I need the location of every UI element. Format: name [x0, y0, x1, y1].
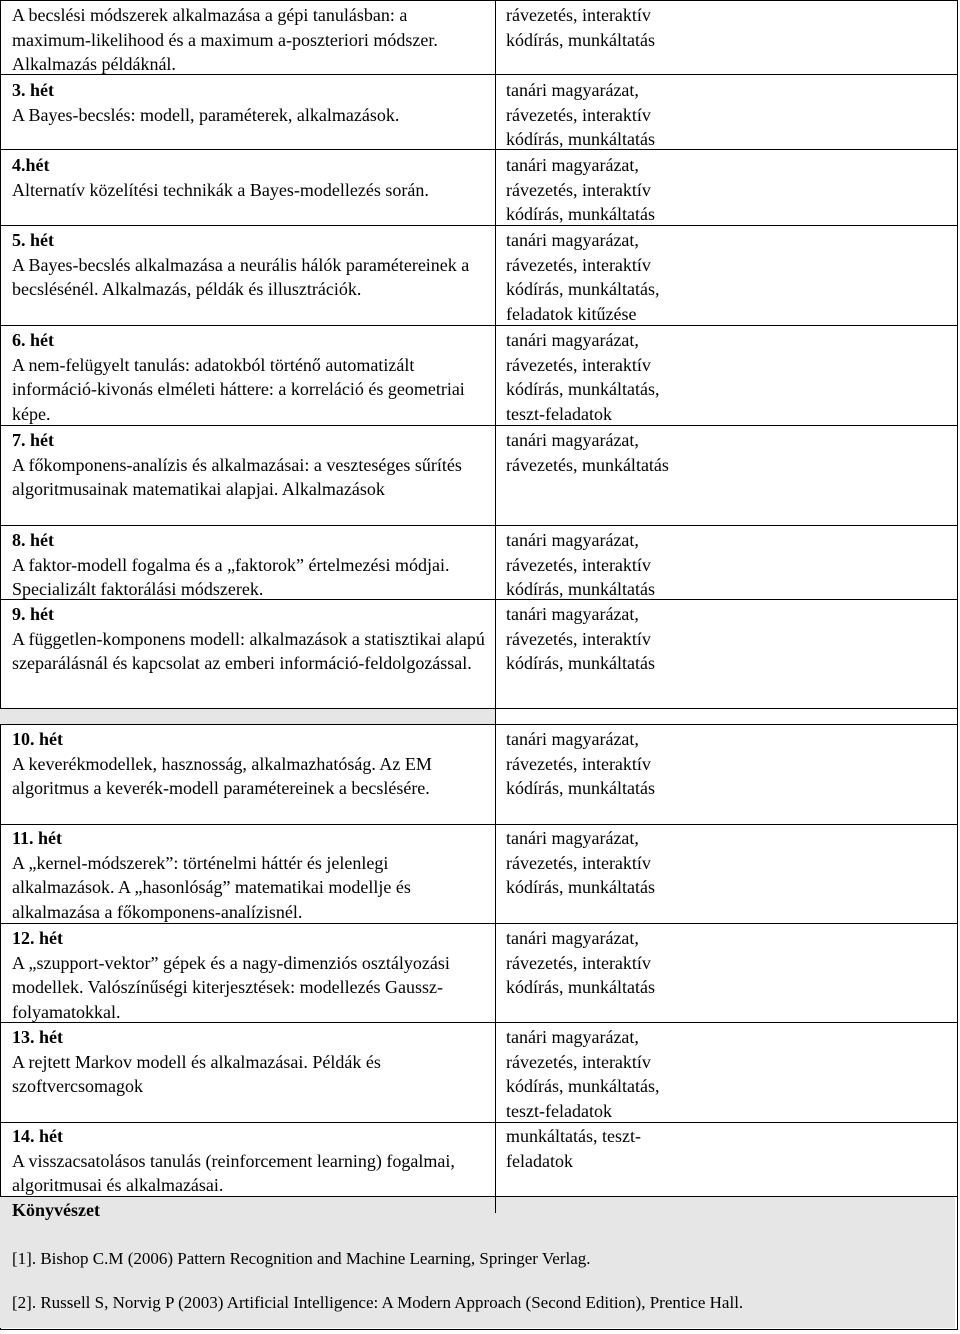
row-divider [0, 525, 958, 526]
table-row [12, 528, 490, 602]
method-cell [506, 428, 951, 477]
topic-text: A nem-felügyelt tanulás: adatokból történő automatizált információ-kivonás elméleti háttere: a korreláció és geometriai képe. [12, 354, 465, 424]
bibliography-heading: Könyvészet [12, 1199, 100, 1220]
bibliography-item: [1]. Bishop C.M (2006) Pattern Recognition and Machine Learning, Springer Verlag. [12, 1249, 591, 1268]
table-row [12, 328, 490, 426]
topic-text: A faktor-modell fogalma és a „faktorok” értelmezési módjai. Specializált faktorálási módszerek. [12, 554, 450, 600]
method-cell [506, 1025, 951, 1123]
table-row [12, 602, 490, 676]
method-cell [506, 528, 951, 602]
method-text: tanári magyarázat, rávezetés, interaktív kódírás, munkáltatás [506, 155, 655, 225]
row-divider [0, 824, 958, 825]
method-cell [506, 228, 951, 326]
column-divider [495, 0, 496, 1213]
week-label: 9. hét [12, 604, 54, 624]
week-label: 10. hét [12, 729, 63, 749]
week-label: 3. hét [12, 80, 54, 100]
method-cell [506, 3, 951, 52]
topic-text: A „kernel-módszerek”: történelmi háttér és jelenlegi alkalmazások. A „hasonlóság” matematikai modellje és alkalmazása a főkomponens-analízisnél. [12, 852, 411, 922]
method-text: tanári magyarázat, rávezetés, munkáltatás [506, 430, 669, 475]
method-text: tanári magyarázat, rávezetés, interaktív kódírás, munkáltatás [506, 729, 655, 799]
topic-text: A Bayes-becslés: modell, paraméterek, alkalmazások. [12, 104, 400, 125]
method-text: tanári magyarázat, rávezetés, interaktív kódírás, munkáltatás [506, 530, 655, 600]
method-text: tanári magyarázat, rávezetés, interaktív kódírás, munkáltatás, teszt-feladatok [506, 330, 660, 424]
method-cell [506, 328, 951, 426]
method-text: tanári magyarázat, rávezetés, interaktív kódírás, munkáltatás [506, 604, 655, 674]
method-text: tanári magyarázat, rávezetés, interaktív kódírás, munkáltatás, teszt-feladatok [506, 1027, 660, 1121]
topic-text: A rejtett Markov modell és alkalmazásai. Példák és szoftvercsomagok [12, 1051, 381, 1097]
topic-text: A visszacsatolásos tanulás (reinforcement learning) fogalmai, algoritmusai és alkalmazásai. [12, 1150, 455, 1196]
week-label: 6. hét [12, 330, 54, 350]
method-text: rávezetés, interaktív kódírás, munkáltatás [506, 5, 655, 50]
week-label: 13. hét [12, 1027, 63, 1047]
method-cell [506, 602, 951, 676]
week-label: 4.hét [12, 155, 50, 175]
table-row [12, 228, 490, 302]
method-text: munkáltatás, teszt-feladatok [506, 1126, 641, 1171]
topic-text: A Bayes-becslés alkalmazása a neurális hálók paramétereinek a becslésénél. Alkalmazás, példák és illusztrációk. [12, 254, 470, 300]
topic-text: A független-komponens modell: alkalmazások a statisztikai alapú szeparálásnál és kapcsolat az emberi információ-feldolgozással. [12, 628, 485, 674]
topic-text: A „szupport-vektor” gépek és a nagy-dimenziós osztályozási modellek. Valószínűségi kiterjesztések: modellezés Gaussz-folyamatokkal. [12, 952, 450, 1022]
method-text: tanári magyarázat, rávezetés, interaktív kódírás, munkáltatás, feladatok kitűzése [506, 230, 660, 324]
row-gap-shade [0, 708, 495, 724]
method-text: tanári magyarázat, rávezetés, interaktív kódírás, munkáltatás [506, 928, 655, 998]
table-row [12, 826, 490, 924]
method-cell [506, 78, 951, 152]
week-label: 7. hét [12, 430, 54, 450]
week-label: 12. hét [12, 928, 63, 948]
row-divider [0, 708, 958, 709]
table-row [12, 1124, 490, 1222]
week-label: 14. hét [12, 1126, 63, 1146]
table-row [12, 428, 490, 502]
topic-text: A főkomponens-analízis és alkalmazásai: a veszteséges sűrítés algoritmusainak matematikai alapjai. Alkalmazások [12, 454, 462, 500]
method-cell [506, 926, 951, 1000]
week-label: 11. hét [12, 828, 63, 848]
method-cell [506, 826, 951, 900]
method-text: tanári magyarázat, rávezetés, interaktív kódírás, munkáltatás [506, 80, 655, 150]
bibliography-item: [2]. Russell S, Norvig P (2003) Artificial Intelligence: A Modern Approach (Second Edition), Prentice Hall. [12, 1293, 744, 1312]
row-divider [0, 724, 958, 725]
method-text: tanári magyarázat, rávezetés, interaktív kódírás, munkáltatás [506, 828, 655, 898]
table-row [12, 1025, 490, 1099]
week-label: 8. hét [12, 530, 54, 550]
table-row [12, 727, 490, 801]
topic-text: Alternatív közelítési technikák a Bayes-modellezés során. [12, 179, 429, 200]
table-row [12, 3, 490, 77]
table-row [12, 153, 490, 202]
table-row [12, 926, 490, 1024]
table-row [12, 78, 490, 127]
method-cell [506, 727, 951, 801]
method-cell [506, 1124, 951, 1173]
week-label: 5. hét [12, 230, 54, 250]
method-cell [506, 153, 951, 227]
topic-text: A keverékmodellek, hasznosság, alkalmazhatóság. Az EM algoritmus a keverék-modell paramétereinek a becslésére. [12, 753, 432, 799]
topic-text: A becslési módszerek alkalmazása a gépi tanulásban: a maximum-likelihood és a maximum a-poszteriori módszer. Alkalmazás példáknál. [12, 5, 438, 75]
